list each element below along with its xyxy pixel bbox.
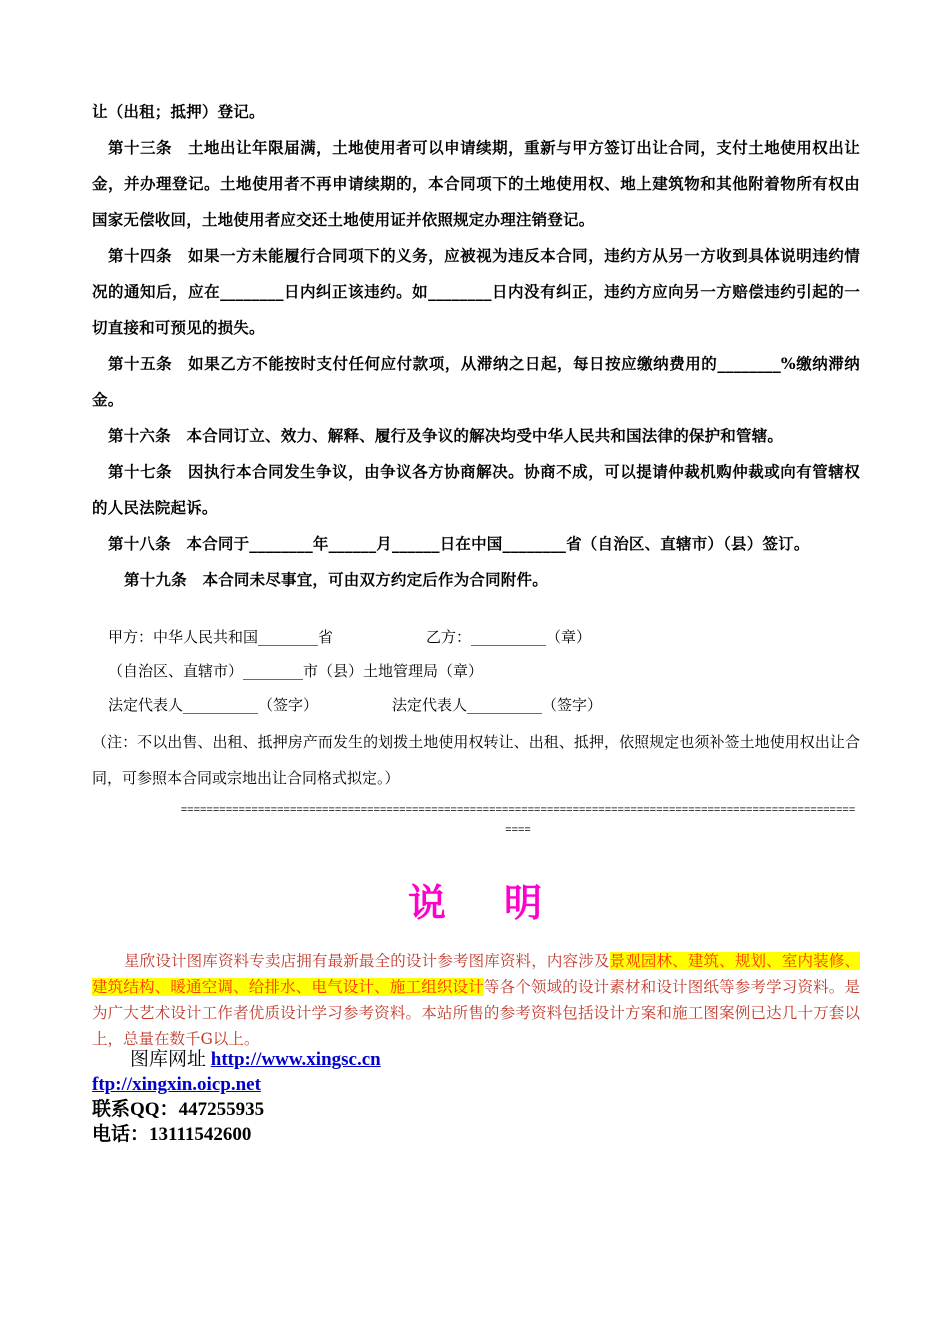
site-line [130, 1047, 381, 1072]
note-paragraph: （注：不以出售、出租、抵押房产而发生的划拨土地使用权转让、出租、抵押，依照规定也须补签土地使用权出让合同，可参照本合同或宗地出让合同格式拟定。） [92, 733, 860, 787]
bureau-line: （自治区、直辖市）________市（县）土地管理局（章） [108, 662, 484, 680]
signature-row-parties [92, 620, 860, 654]
qq-number: 447255935 [178, 1099, 265, 1120]
explanation-paragraph [92, 948, 860, 1052]
rep-a: 法定代表人__________（签字） [108, 696, 319, 714]
party-a: 甲方：中华人民共和国________省 [108, 628, 334, 646]
site-link[interactable]: http://www.xingsc.cn [210, 1049, 381, 1070]
separator-line: ============================================================================================================= [180, 804, 856, 836]
article-16: 第十六条 本合同订立、效力、解释、履行及争议的解决均受中华人民共和国法律的保护和管辖。 [108, 426, 784, 445]
explanation-title: 说明 [407, 881, 600, 925]
article-19: 第十九条 本合同未尽事宜，可由双方约定后作为合同附件。 [124, 570, 548, 589]
rep-b: 法定代表人__________（签字） [392, 696, 603, 714]
phone-label: 电话： [92, 1124, 150, 1145]
explanation-outro: 等各个领域的设计素材和设计图纸等参考学习资料。是为广大艺术设计工作者优质设计学习参考资料。本站所售的参考资料包括设计方案和施工图案例已达几十万套以上，总量在数千G以上。 [92, 978, 860, 1048]
contract-body [92, 94, 860, 598]
signature-row-reps [92, 688, 860, 722]
qq-label: 联系QQ： [92, 1099, 179, 1120]
site-label: 图库网址 [130, 1049, 207, 1070]
article-18: 第十八条 本合同于________年______月______日在中国________省（自治区、直辖市）（县）签订。 [108, 534, 810, 553]
phone-line [92, 1122, 251, 1147]
explanation-intro: 星欣设计图库资料专卖店拥有最新最全的设计参考图库资料，内容涉及 [124, 952, 610, 970]
phone-number: 13111542600 [149, 1124, 252, 1145]
ftp-link[interactable]: ftp://xingxin.oicp.net [92, 1074, 261, 1095]
article-17: 第十七条 因执行本合同发生争议，由争议各方协商解决。协商不成，可以提请仲裁机购仲裁或向有管辖权的人民法院起诉。 [92, 462, 860, 517]
article-13: 第十三条 土地出让年限届满，土地使用者可以申请续期，重新与甲方签订出让合同，支付土地使用权出让金，并办理登记。土地使用者不再申请续期的，本合同项下的土地使用权、地上建筑物和其他附着物所有权由国家无偿收回，土地使用者应交还土地使用证并依照规定办理注销登记。 [92, 138, 860, 229]
signature-block [92, 620, 860, 722]
explanation-highlight: 景观园林、建筑、规划、室内装修、建筑结构、暖通空调、给排水、电气设计、施工组织设计 [92, 952, 860, 996]
qq-line [92, 1097, 264, 1122]
article-15: 第十五条 如果乙方不能按时支付任何应付款项，从滞纳之日起，每日按应缴纳费用的________%缴纳滞纳金。 [92, 354, 860, 409]
ftp-line [92, 1072, 261, 1097]
party-b: 乙方：__________（章） [426, 628, 592, 646]
contract-line-continuation: 让（出租；抵押）登记。 [92, 102, 265, 121]
article-14: 第十四条 如果一方未能履行合同项下的义务，应被视为违反本合同，违约方从另一方收到具体说明违约情况的通知后，应在________日内纠正该违约。如________日内没有纠正，违约方应向另一方赔偿违约引起的一切直接和可预见的损失。 [92, 246, 860, 337]
